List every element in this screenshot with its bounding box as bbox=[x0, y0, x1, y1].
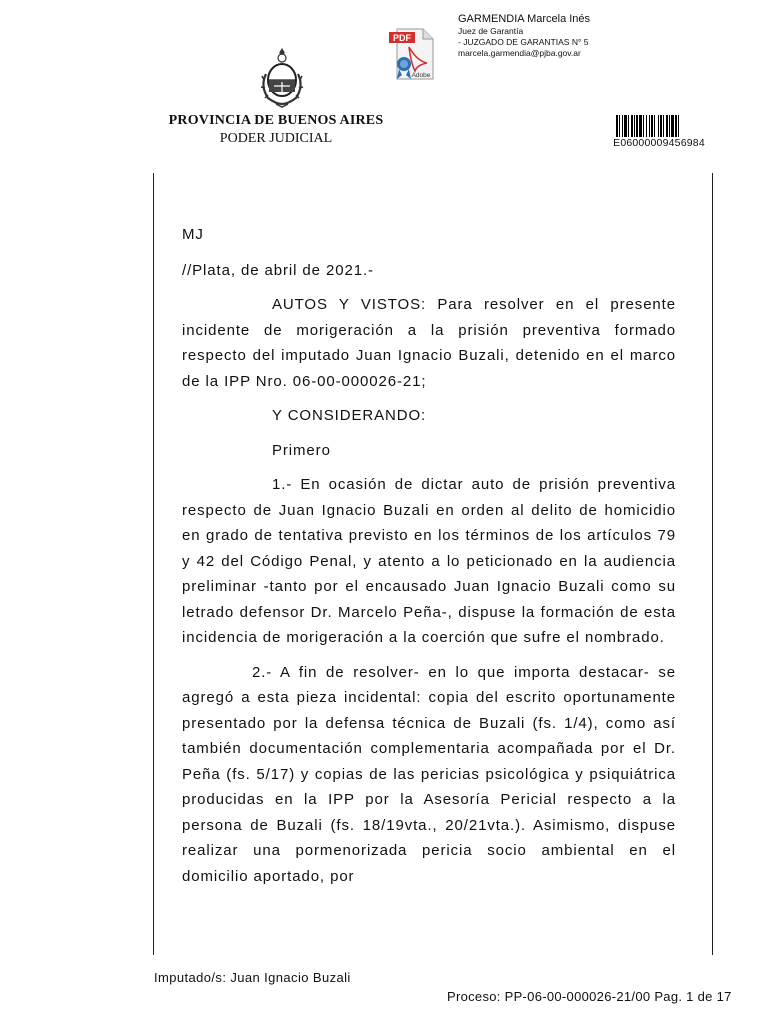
pdf-label: PDF bbox=[393, 33, 411, 43]
signer-role: Juez de Garantía bbox=[458, 26, 524, 36]
digital-signature-block bbox=[458, 12, 590, 59]
primero-heading: Primero bbox=[272, 441, 331, 459]
autos-y-vistos-paragraph: AUTOS Y VISTOS: Para resolver en el presente incidente de morigeración a la prisión preventiva formado respecto del imputado Juan Ignacio Buzali, detenido en el marco de la IPP Nro. 06-00-000026-21; bbox=[182, 296, 676, 390]
initials: MJ bbox=[182, 226, 204, 243]
left-margin-line bbox=[153, 173, 154, 955]
institution-title: PROVINCIA DE BUENOS AIRES bbox=[168, 113, 384, 128]
paragraph-2: 2.- A fin de resolver- en lo que importa destacar- se agregó a esta pieza incidental: copia del escrito oportunamente presentado por la defensa técnica de Buzali (fs. 1/4), como así también documentación complementaria acompañada por el Dr. Peña (fs. 5/17) y copias de las pericias psicológica y psiquiátrica producidas en la IPP por la Asesoría Pericial respecto a la persona de Buzali (fs. 18/19vta., 20/21vta.). Asimismo, dispuse realizar una pormenorizada pericia socio ambiental en el domicilio aportado, por bbox=[182, 663, 676, 885]
signer-court: - JUZGADO DE GARANTIAS N° 5 bbox=[458, 37, 589, 47]
division-subtitle: PODER JUDICIAL bbox=[219, 131, 333, 146]
barcode-icon bbox=[616, 115, 708, 137]
footer-imputado: Imputado/s: Juan Ignacio Buzali bbox=[154, 970, 351, 985]
barcode-number: E06000009456984 bbox=[613, 137, 705, 149]
adobe-label: Adobe bbox=[411, 72, 431, 79]
signer-email: marcela.garmendia@pjba.gov.ar bbox=[458, 48, 581, 58]
right-margin-line bbox=[712, 173, 713, 955]
paragraph-1: 1.- En ocasión de dictar auto de prisión preventiva respecto de Juan Ignacio Buzali en orden al delito de homicidio en grado de tentativa previsto en los términos de los artículos 79 y 42 del Código Penal, y atento a lo peticionado en la audiencia preliminar -tanto por el encausado Juan Ignacio Buzali como su letrado defensor Dr. Marcelo Peña-, dispuse la formación de esta incidencia de morigeración a la coerción que sufre el nombrado. bbox=[182, 476, 676, 646]
considerando-heading: Y CONSIDERANDO: bbox=[272, 407, 427, 424]
document-body bbox=[182, 222, 676, 889]
pdf-signature-icon[interactable] bbox=[387, 27, 437, 82]
footer-proceso-page: Proceso: PP-06-00-000026-21/00 Pag. 1 de 17 bbox=[447, 989, 732, 1004]
coat-of-arms-icon bbox=[258, 46, 306, 108]
date-line: //Plata, de abril de 2021.- bbox=[182, 261, 374, 279]
signer-name: GARMENDIA Marcela Inés bbox=[458, 13, 591, 25]
